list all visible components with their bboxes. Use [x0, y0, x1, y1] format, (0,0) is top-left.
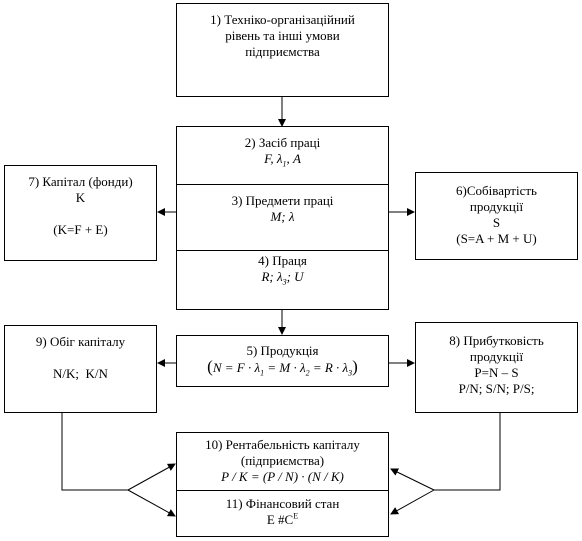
box-11-formula-wrap [177, 512, 388, 528]
box-9-title: 9) Обіг капіталу [35, 334, 126, 349]
box-5-title: 5) Продукція [246, 343, 319, 358]
box-10-line-2: (підприємства) [240, 453, 325, 468]
box-1-line-2: рівень та інші умови [225, 28, 340, 43]
connector-8-down [434, 413, 500, 490]
box-11-title: 11) Фінансовий стан [225, 496, 340, 511]
divider-3-4 [177, 250, 388, 251]
box-11-formula: E #C [266, 512, 294, 527]
box-5-formula: $(N = F \cdot \lambda_1 = M \cdot \lambda_2 = R \cdot \lambda_3)$ [207, 357, 358, 378]
box-6-line-1: 6)Собівартість [456, 183, 537, 198]
box-6-line-2: продукції [469, 199, 524, 214]
box-8-line-2: продукції [469, 349, 524, 364]
box-11-financial-state [177, 496, 388, 528]
divider-2-3 [177, 184, 388, 185]
box-3-objects-of-labour [177, 193, 388, 225]
box-8-line-1: 8) Прибутковість [449, 333, 544, 348]
box-7-capital [4, 165, 157, 261]
box-7-line-1: 7) Капітал (фонди) [28, 174, 133, 189]
box-4-title: 4) Праця [258, 253, 307, 268]
box-2-4-stack [176, 126, 389, 310]
box-8-profitability [415, 322, 578, 413]
box-5-production [176, 335, 389, 387]
box-6-line-4: (S=A + M + U) [456, 231, 537, 246]
box-9-spacer [5, 350, 156, 366]
box-9-formula: N/K; K/N [53, 366, 108, 381]
box-3-title: 3) Предмети праці [231, 193, 334, 208]
box-7-spacer [5, 206, 156, 222]
box-7-line-4: (K=F + E) [53, 222, 108, 237]
arrow-9-to-11 [128, 490, 175, 516]
box-10-11-stack [176, 432, 389, 537]
box-10-formula: P / K = (P / N) · (N / K) [221, 469, 344, 484]
divider-10-11 [177, 490, 388, 491]
box-1-tech-org-level [176, 3, 389, 97]
arrow-9-to-10 [128, 464, 175, 490]
box-10-return-on-capital [177, 437, 388, 485]
box-8-line-3: P=N – S [474, 365, 519, 380]
box-4-labour [177, 253, 388, 285]
connector-9-down [62, 413, 128, 490]
arrow-8-to-10 [391, 469, 434, 490]
box-9-capital-turnover [4, 325, 157, 413]
box-6-line-3: S [492, 215, 501, 230]
box-8-line-4: P/N; S/N; P/S; [458, 381, 535, 396]
box-4-formula: R; $\lambda_3$; U [261, 269, 304, 287]
box-2-title: 2) Засіб праці [244, 135, 321, 150]
box-3-formula: M; λ [270, 209, 295, 224]
box-1-line-3: підприємства [245, 44, 320, 59]
box-2-means-of-labour [177, 135, 388, 167]
box-11-formula-sup: E [293, 511, 299, 521]
arrow-8-to-11 [391, 490, 434, 514]
box-10-line-1: 10) Рентабельність капіталу [205, 437, 360, 452]
box-7-line-2: K [75, 190, 86, 205]
box-1-line-1: 1) Техніко-організаційний [210, 12, 355, 27]
box-6-cost-of-production [415, 172, 578, 260]
box-2-formula: F, $\lambda_1$, A [264, 151, 301, 169]
